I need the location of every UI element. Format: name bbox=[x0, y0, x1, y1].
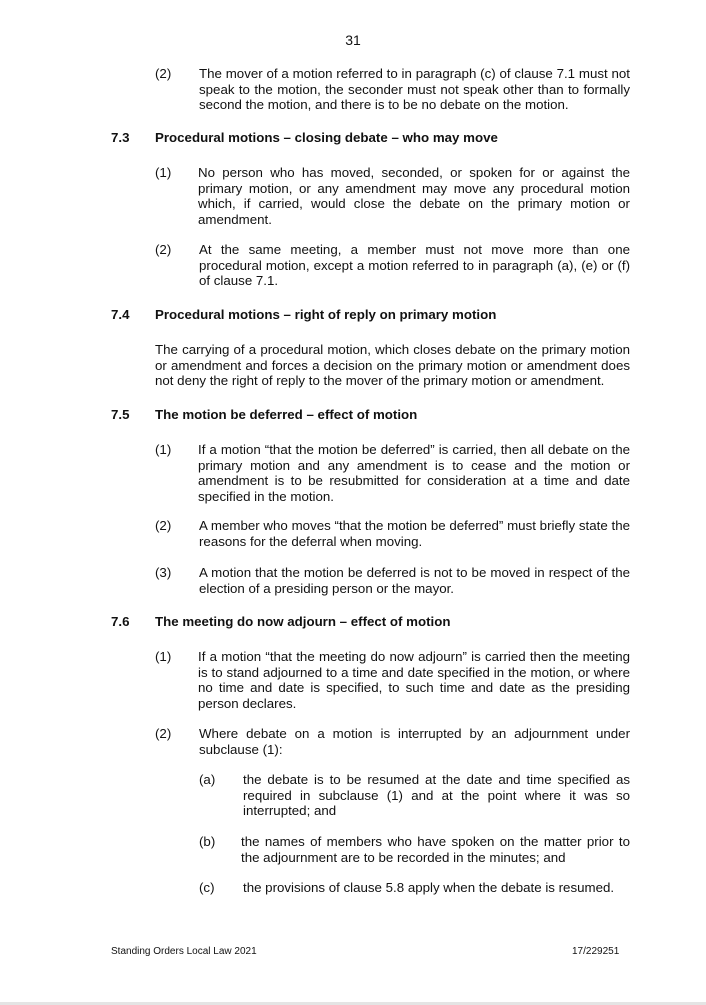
item-text: No person who has moved, seconded, or spoken for or against the primary motion, or any amendment may move any procedural motion which, if carried, would close the debate on the primary motion or amendment. bbox=[198, 165, 630, 227]
item-number: (2) bbox=[155, 726, 172, 741]
page-number: 31 bbox=[345, 32, 361, 48]
subitem-number: (c) bbox=[199, 880, 215, 895]
subitem-number: (a) bbox=[199, 772, 216, 787]
item-number: (3) bbox=[155, 565, 172, 580]
item-number: (2) bbox=[155, 242, 172, 257]
section-paragraph: The carrying of a procedural motion, which closes debate on the primary motion or amendment and forces a decision on the primary motion or amendment does not deny the right of reply to the mover of the primary motion or amendment. bbox=[155, 342, 630, 388]
subitem-text: the debate is to be resumed at the date and time specified as required in subclause (1) and at the point where it was so interrupted; and bbox=[243, 772, 630, 818]
section-title: Procedural motions – right of reply on primary motion bbox=[155, 307, 497, 322]
section-title: The motion be deferred – effect of motion bbox=[155, 407, 418, 422]
item-number: (1) bbox=[155, 649, 172, 664]
footer-reference: 17/229251 bbox=[572, 946, 620, 957]
item-number: (2) bbox=[155, 518, 172, 533]
item-text: If a motion “that the motion be deferred” is carried, then all debate on the primary motion and any amendment is to cease and the motion or amendment is to be resubmitted for consideration at a time and date specified in the motion. bbox=[198, 442, 630, 504]
item-number: (1) bbox=[155, 442, 172, 457]
item-number: (1) bbox=[155, 165, 172, 180]
section-number: 7.6 bbox=[111, 614, 130, 629]
item-text: A motion that the motion be deferred is not to be moved in respect of the election of a presiding person or the mayor. bbox=[199, 565, 630, 596]
section-number: 7.3 bbox=[111, 130, 130, 145]
subitem-text: the names of members who have spoken on the matter prior to the adjournment are to be recorded in the minutes; and bbox=[241, 834, 630, 865]
item-text: A member who moves “that the motion be deferred” must briefly state the reasons for the deferral when moving. bbox=[199, 518, 630, 549]
subitem-text: the provisions of clause 5.8 apply when the debate is resumed. bbox=[243, 880, 615, 895]
section-number: 7.5 bbox=[111, 407, 130, 422]
item-number: (2) bbox=[155, 66, 172, 81]
section-title: Procedural motions – closing debate – who may move bbox=[155, 130, 498, 145]
section-number: 7.4 bbox=[111, 307, 130, 322]
item-text: At the same meeting, a member must not move more than one procedural motion, except a motion referred to in paragraph (a), (e) or (f) of clause 7.1. bbox=[199, 242, 630, 288]
item-text: If a motion “that the meeting do now adjourn” is carried then the meeting is to stand adjourned to a time and date specified in the motion, or where no time and date is specified, to such time and date as the presiding person declares. bbox=[198, 649, 630, 711]
item-text: The mover of a motion referred to in paragraph (c) of clause 7.1 must not speak to the motion, the seconder must not speak other than to formally second the motion, and there is to be no debate on the motion. bbox=[199, 66, 630, 112]
section-title: The meeting do now adjourn – effect of motion bbox=[155, 614, 451, 629]
item-text: Where debate on a motion is interrupted by an adjournment under subclause (1): bbox=[199, 726, 630, 757]
subitem-number: (b) bbox=[199, 834, 216, 849]
footer-title: Standing Orders Local Law 2021 bbox=[111, 946, 257, 957]
